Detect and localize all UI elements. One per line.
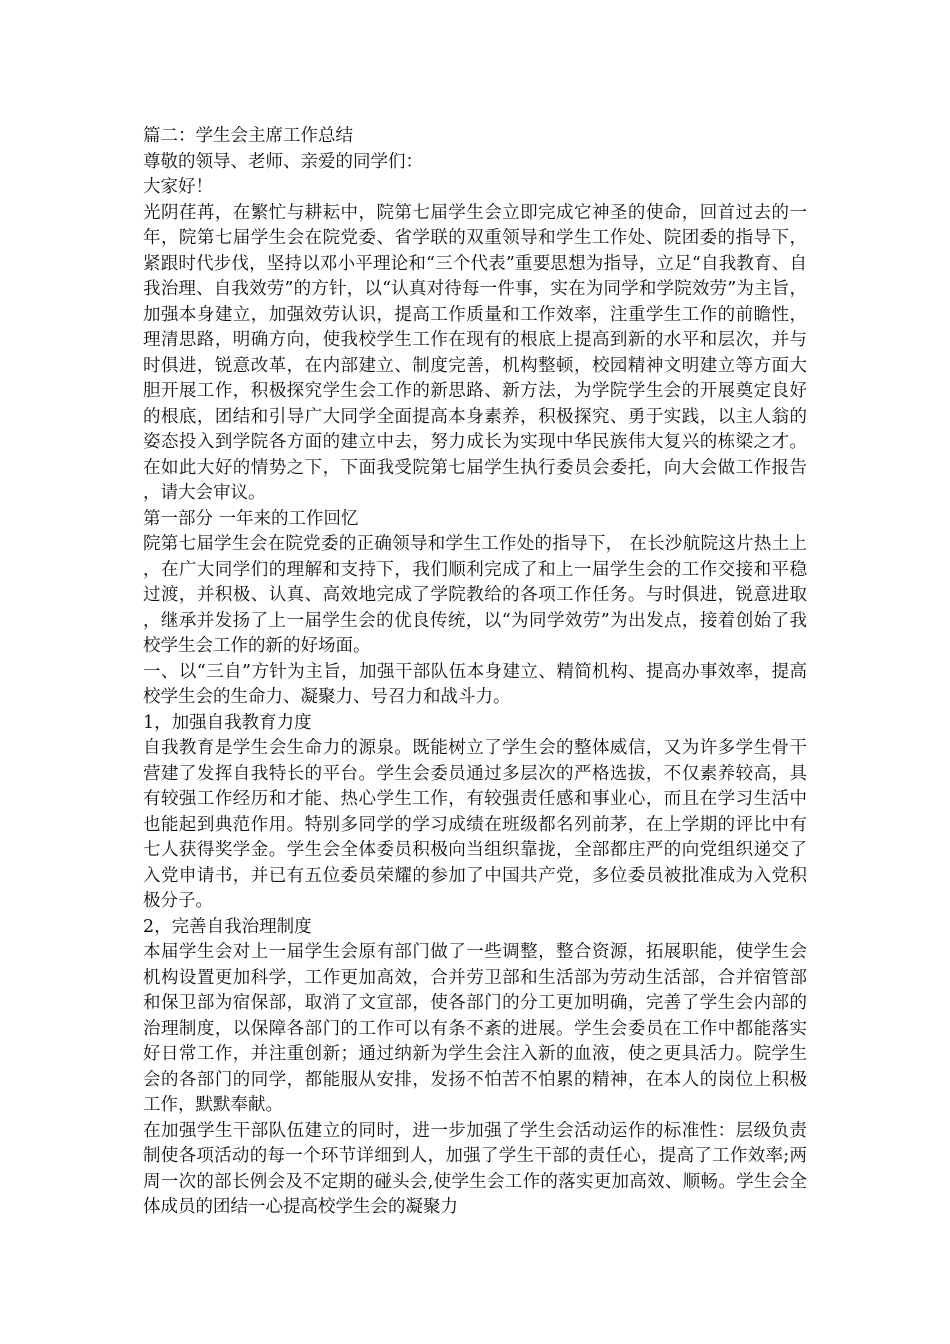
item-heading-2: 2，完善自我治理制度 [143, 916, 312, 937]
subsection-heading: 一、以“三自”方针为主旨，加强干部队伍本身建立、精简机构、提高办事效率，提高校学生会的生命力、凝聚力、号召力和战斗力。 [143, 661, 807, 707]
closing-paragraph: 在加强学生干部队伍建立的同时，进一步加强了学生会活动运作的标准性：层级负责制使各项活动的每一个环节详细到人，加强了学生干部的责任心，提高了工作效率;两周一次的部长例会及不定期的碰头会,使学生会工作的落实更加高效、顺畅。学生会全体成员的团结一心提高校学生会的凝聚力 [143, 1120, 807, 1217]
document-title: 篇二：学生会主席工作总结 [143, 126, 353, 146]
section-heading: 第一部分 一年来的工作回忆 [143, 508, 359, 529]
intro-paragraph: 光阴荏苒，在繁忙与耕耘中，院第七届学生会立即完成它神圣的使命，回首过去的一年，院第七届学生会在院党委、省学联的双重领导和学生工作处、院团委的指导下，紧跟时代步伐，坚持以邓小平理论和“三个代表”重要思想为指导，立足“自我教育、自我治理、自我效劳”的方针，以“认真对待每一件事，实在为同学和学院效劳”为主旨，加强本身建立，加强效劳认识，提高工作质量和工作效率，注重学生工作的前瞻性，理清思路，明确方向，使我校学生工作在现有的根底上提高到新的水平和层次，并与时俱进，锐意改革，在内部建立、制度完善，机构整顿，校园精神文明建立等方面大胆开展工作，积极探究学生会工作的新思路、新方法，为学院学生会的开展奠定良好的根底，团结和引导广大同学全面提高本身素养，积极探究、勇于实践，以主人翁的姿态投入到学院各方面的建立中去，努力成长为实现中华民族伟大复兴的栋梁之才。在如此大好的情势之下，下面我受院第七届学生执行委员会委托，向大会做工作报告，请大会审议。 [143, 202, 807, 503]
item-paragraph-2: 本届学生会对上一届学生会原有部门做了一些调整，整合资源，拓展职能，使学生会机构设置更加科学，工作更加高效，合并劳卫部和生活部为劳动生活部，合并宿管部和保卫部为宿保部，取消了文宣部，使各部门的分工更加明确，完善了学生会内部的治理制度，以保障各部门的工作可以有条不紊的进展。学生会委员在工作中都能落实好日常工作，并注重创新；通过纳新为学生会注入新的血液，使之更具活力。院学生会的各部门的同学，都能服从安排，发扬不怕苦不怕累的精神，在本人的岗位上积极工作，默默奉献。 [143, 942, 807, 1115]
item-heading-1: 1，加强自我教育力度 [143, 712, 312, 733]
section-intro-paragraph: 院第七届学生会在院党委的正确领导和学生工作处的指导下， 在长沙航院这片热土上，在广大同学们的理解和支持下，我们顺利完成了和上一届学生会的工作交接和平稳过渡，并积极、认真、高效地完成了学院教给的各项工作任务。与时俱进，锐意进取 ，继承并发扬了上一届学生会的优良传统，以“为同学效劳”为出发点，接着创始了我校学生会工作的新的好场面。 [143, 534, 807, 656]
salutation: 尊敬的领导、老师、亲爱的同学们： [143, 151, 423, 172]
greeting: 大家好！ [143, 177, 213, 197]
document-body [143, 124, 807, 1221]
item-paragraph-1: 自我教育是学生会生命力的源泉。既能树立了学生会的整体威信，又为许多学生骨干营建了发挥自我特长的平台。学生会委员通过多层次的严格选拔，不仅素养较高，具有较强工作经历和才能、热心学生工作，有较强责任感和事业心，而且在学习生活中也能起到典范作用。特别多同学的学习成绩在班级都名列前茅，在上学期的评比中有七人获得奖学金。学生会全体委员积极向当组织靠拢，全部都庄严的向党组织递交了入党申请书，并已有五位委员荣耀的参加了中国共产党，多位委员被批准成为入党积极分子。 [143, 738, 807, 911]
